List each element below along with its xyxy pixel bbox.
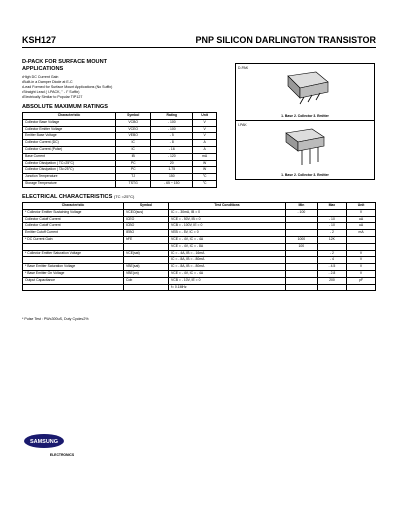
ipak-package-box: [235, 120, 375, 180]
table-row: [23, 167, 217, 174]
dpak-package-icon: [236, 64, 374, 110]
cell: mA: [347, 230, 376, 237]
table-row: [23, 119, 217, 126]
cell: [317, 243, 346, 250]
svg-text:ELECTRONICS: ELECTRONICS: [49, 453, 75, 457]
cell: V: [347, 250, 376, 257]
cell: Output Capacitance: [23, 277, 124, 284]
col-header: Characteristic: [23, 203, 124, 210]
cell: [317, 284, 346, 291]
cell: VEBO: [116, 133, 151, 140]
cell: * Collector Emitter Saturation Voltage: [23, 250, 124, 257]
table-header-row: [23, 113, 217, 120]
cell: * Base Emitter On Voltage: [23, 270, 124, 277]
table-row: [23, 174, 217, 181]
cell: uA: [347, 223, 376, 230]
cell: V: [347, 270, 376, 277]
cell: - 8: [151, 140, 193, 147]
cell: [286, 264, 318, 271]
table-row: [23, 250, 376, 257]
cell: Collector Cutoff Current: [23, 223, 124, 230]
cell: Collector Emitter Voltage: [23, 126, 116, 133]
cell: ICEO: [124, 216, 169, 223]
cell: 100: [286, 243, 318, 250]
elec-table: [22, 202, 376, 291]
col-header: Unit: [193, 113, 217, 120]
applications-heading-line-2: APPLICATIONS: [22, 65, 64, 72]
cell: - 2: [317, 230, 346, 237]
cell: [124, 257, 169, 264]
cell: ICBO: [124, 223, 169, 230]
cell: V: [193, 126, 217, 133]
cell: - 4: [317, 257, 346, 264]
cell: mA: [193, 153, 217, 160]
feature-item: • Built-in a Damper Diode at E-C: [22, 80, 112, 85]
cell: - 10: [317, 216, 346, 223]
table-header-row: [23, 203, 376, 210]
elec-title-text: ELECTRICAL CHARACTERISTICS: [22, 194, 113, 200]
cell: Collector Cutoff Current: [23, 216, 124, 223]
col-header: Characteristic: [23, 113, 116, 120]
cell: V: [193, 133, 217, 140]
cell: - 2.8: [317, 270, 346, 277]
table-row: [23, 277, 376, 284]
cell: - 100: [151, 126, 193, 133]
cell: °C: [193, 180, 217, 187]
abs-max-table: [22, 112, 217, 188]
table-row: [23, 140, 217, 147]
cell: - 100: [286, 209, 318, 216]
abs-max-title: ABSOLUTE MAXIMUM RATINGS: [22, 104, 108, 110]
cell: Collector Dissipation ( TC=25°C): [23, 160, 116, 167]
cell: IC: [116, 140, 151, 147]
cell: - 100: [151, 119, 193, 126]
cell: [23, 284, 124, 291]
col-header: Min: [286, 203, 318, 210]
dpak-pin-caption: 1. Base 2. Collector 3. Emitter: [281, 114, 329, 118]
cell: VCB = - 100V, IE = 0: [169, 223, 286, 230]
cell: VCE = - 4V, IC = - 8A: [169, 243, 286, 250]
table-row: [23, 180, 217, 187]
cell: [317, 209, 346, 216]
samsung-logo: [22, 432, 88, 460]
cell: Collector Current (Pulse): [23, 146, 116, 153]
cell: IC = - 30mA, IB = 0: [169, 209, 286, 216]
cell: Storage Temperature: [23, 180, 116, 187]
cell: - 10: [317, 223, 346, 230]
pulse-test-note: * Pulse Test : PW≤300uS, Duty Cycle≤2%: [22, 317, 89, 321]
cell: VCE = - 50V, IB = 0: [169, 216, 286, 223]
feature-item: • Lead Formed for Surface Mount Applications (No Suffix): [22, 85, 112, 90]
document-title: PNP SILICON DARLINGTON TRANSISTOR: [195, 35, 376, 45]
ipak-label: I-PAK: [238, 123, 247, 127]
cell: 20: [151, 160, 193, 167]
cell: [286, 284, 318, 291]
table-row: [23, 223, 376, 230]
cell: [347, 284, 376, 291]
table-row: [23, 133, 217, 140]
features-list: [22, 75, 112, 100]
cell: V: [347, 209, 376, 216]
cell: W: [193, 167, 217, 174]
samsung-logo-mark: [22, 432, 88, 460]
cell: [286, 257, 318, 264]
cell: - 120: [151, 153, 193, 160]
table-row: [23, 126, 217, 133]
cell: 200: [317, 277, 346, 284]
cell: Emitter Cutoff Current: [23, 230, 124, 237]
cell: A: [193, 140, 217, 147]
cell: 1000: [286, 236, 318, 243]
cell: V: [347, 257, 376, 264]
cell: VCEO(sus): [124, 209, 169, 216]
header-divider: [22, 47, 376, 48]
cell: pF: [347, 277, 376, 284]
cell: 150: [151, 174, 193, 181]
cell: 1.75: [151, 167, 193, 174]
cell: - 4.5: [317, 264, 346, 271]
cell: W: [193, 160, 217, 167]
cell: Collector Dissipation ( TA=25°C): [23, 167, 116, 174]
cell: TSTG: [116, 180, 151, 187]
cell: [286, 216, 318, 223]
cell: uA: [347, 216, 376, 223]
cell: - 2: [317, 250, 346, 257]
part-number: KSH127: [22, 35, 57, 45]
cell: [23, 257, 124, 264]
table-row: [23, 153, 217, 160]
cell: [347, 243, 376, 250]
table-row: [23, 243, 376, 250]
cell: f= 0.1MHz: [169, 284, 286, 291]
cell: VBE(on): [124, 270, 169, 277]
cell: Collector Current (DC): [23, 140, 116, 147]
cell: VEB = - 5V, IC = 0: [169, 230, 286, 237]
svg-text:SAMSUNG: SAMSUNG: [29, 439, 59, 445]
cell: [347, 236, 376, 243]
table-row: [23, 209, 376, 216]
cell: PC: [116, 160, 151, 167]
cell: [23, 243, 124, 250]
cell: VBE(sat): [124, 264, 169, 271]
cell: [286, 230, 318, 237]
cell: VCE = - 4V, IC = - 4A: [169, 236, 286, 243]
table-row: [23, 160, 217, 167]
feature-item: • High DC Current Gain: [22, 75, 112, 80]
cell: hFE: [124, 236, 169, 243]
cell: V: [193, 119, 217, 126]
table-row: [23, 146, 217, 153]
cell: [286, 223, 318, 230]
cell: VCE(sat): [124, 250, 169, 257]
cell: IC = - 4A, IB = - 16mA: [169, 250, 286, 257]
cell: * Base Emitter Saturation Voltage: [23, 264, 124, 271]
cell: °C: [193, 174, 217, 181]
cell: Collector Base Voltage: [23, 119, 116, 126]
col-header: Symbol: [116, 113, 151, 120]
table-row: [23, 257, 376, 264]
ipak-pin-caption: 1. Base 2. Collector 3. Emitter: [281, 173, 329, 177]
cell: VCB = - 10V, IE = 0: [169, 277, 286, 284]
elec-title: [22, 194, 134, 201]
cell: [124, 243, 169, 250]
cell: [286, 277, 318, 284]
cell: IC = - 8A, IB = - 80mA: [169, 257, 286, 264]
feature-item: • Straight Lead ( I-PACK, " - I" Suffix): [22, 90, 112, 95]
col-header: Unit: [347, 203, 376, 210]
cell: * Collector Emitter Sustaining Voltage: [23, 209, 124, 216]
table-row: [23, 236, 376, 243]
applications-heading-line-1: D-PACK FOR SURFACE MOUNT: [22, 59, 108, 65]
cell: VCBO: [116, 119, 151, 126]
cell: V: [347, 264, 376, 271]
cell: Base Current: [23, 153, 116, 160]
cell: Cob: [124, 277, 169, 284]
ipak-package-icon: [236, 121, 374, 169]
col-header: Max: [317, 203, 346, 210]
cell: Junction Temperature: [23, 174, 116, 181]
cell: - 16: [151, 146, 193, 153]
cell: - 5: [151, 133, 193, 140]
cell: - 65 ~ 150: [151, 180, 193, 187]
table-row: [23, 270, 376, 277]
dpak-label: D-PAK: [238, 66, 249, 70]
cell: VCE = - 4V, IC = - 4A: [169, 270, 286, 277]
cell: VCEO: [116, 126, 151, 133]
cell: IEBO: [124, 230, 169, 237]
cell: IC: [116, 146, 151, 153]
cell: Emitter Base Voltage: [23, 133, 116, 140]
cell: * DC Current Gain: [23, 236, 124, 243]
cell: IC = - 8A, IB = - 80mA: [169, 264, 286, 271]
dpak-package-box: [235, 63, 375, 121]
cell: A: [193, 146, 217, 153]
feature-item: • Electrically Similar to Popular TIP127: [22, 95, 112, 100]
cell: TJ: [116, 174, 151, 181]
table-row: [23, 230, 376, 237]
cell: 12K: [317, 236, 346, 243]
col-header: Symbol: [124, 203, 169, 210]
table-row: [23, 216, 376, 223]
col-header: Rating: [151, 113, 193, 120]
table-row: [23, 264, 376, 271]
applications-heading: [22, 59, 107, 72]
cell: [286, 270, 318, 277]
table-row: [23, 284, 376, 291]
cell: IB: [116, 153, 151, 160]
elec-condition: (TC =25°C): [113, 194, 135, 199]
col-header: Test Conditions: [169, 203, 286, 210]
cell: [124, 284, 169, 291]
cell: PC: [116, 167, 151, 174]
cell: [286, 250, 318, 257]
